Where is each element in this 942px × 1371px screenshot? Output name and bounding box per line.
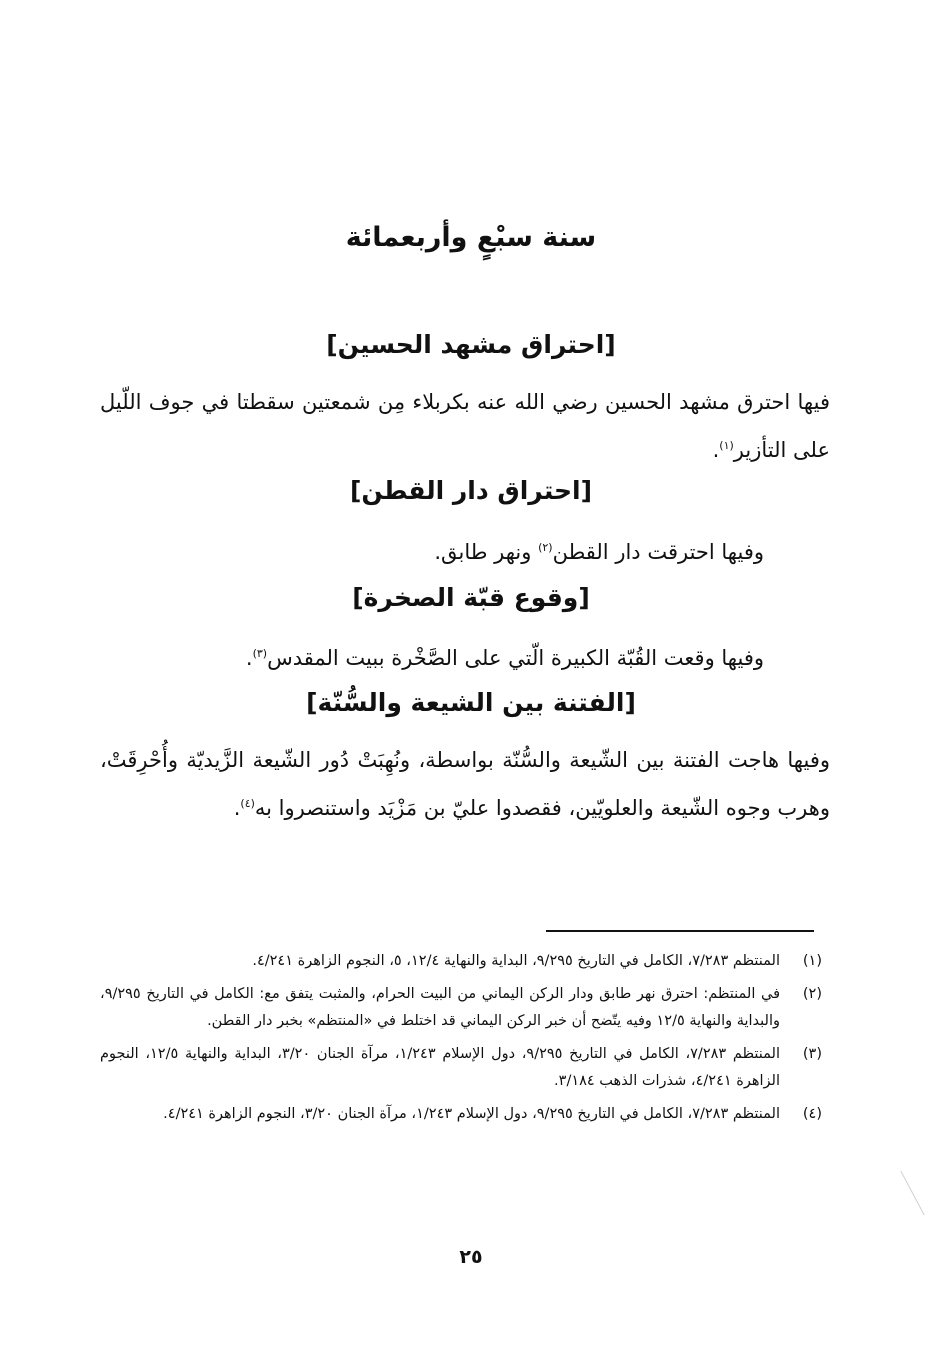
footnote-number: (١) [802, 953, 822, 969]
page-number: ٢٥ [459, 1246, 483, 1268]
paragraph-text: فيها احترق مشهد الحسين رضي الله عنه بكربلاء مِن شمعتين سقطتا في جوف اللّيل على التأزير [100, 390, 830, 462]
footnotes [100, 948, 822, 1134]
paragraph-text: وفيها احترقت دار القطن [552, 540, 764, 564]
section-heading: [احتراق دار القطن] [349, 476, 593, 505]
section-heading: [وقوع قبّة الصخرة] [352, 583, 590, 612]
footnote-divider [546, 930, 814, 932]
footnote [100, 1101, 822, 1128]
paragraph-text: وفيها هاجت الفتنة بين الشّيعة والسُّنّة بواسطة، ونُهِبَتْ دُور الشّيعة الزَّيديّة وأُحْرِقَتْ، وهرب وجوه الشّيعة والعلويّين، فقصدوا عليّ بن مَزْيَد واستنصروا به [100, 748, 830, 820]
footnote-number: (٤) [802, 1106, 822, 1122]
footnote-number: (٣) [802, 1046, 822, 1062]
footnote-ref[interactable]: (٤) [240, 797, 255, 810]
footnote [100, 1041, 822, 1095]
footnote [100, 948, 822, 975]
scan-artifact [900, 1171, 924, 1216]
paragraph-end: . [712, 438, 720, 462]
chapter-title: سنة سبْعٍ وأربعمائة [345, 222, 597, 253]
footnote-text: المنتظم ٧/٢٨٣، الكامل في التاريخ ٩/٢٩٥، البداية والنهاية ١٢/٤، ٥، النجوم الزاهرة ٤/٢٤١. [252, 953, 780, 969]
section-paragraph [100, 738, 830, 830]
section-heading: [احتراق مشهد الحسين] [326, 330, 616, 359]
section-paragraph [124, 632, 764, 680]
paragraph-end: . [245, 646, 253, 670]
footnote-text: المنتظم ٧/٢٨٣، الكامل في التاريخ ٩/٢٩٥، دول الإسلام ١/٢٤٣، مرآة الجنان ٣/٢٠، البداية والنهاية ١٢/٥، النجوم الزاهرة ٤/٢٤١، شذرات الذهب ٣/١٨٤. [100, 1046, 780, 1089]
section-paragraph [124, 526, 764, 574]
paragraph-text: ونهر طابق. [434, 540, 539, 564]
footnote-ref[interactable]: (١) [719, 439, 734, 452]
paragraph-end: . [233, 796, 241, 820]
section-heading: [الفتنة بين الشيعة والسُّنّة] [306, 688, 636, 717]
footnote [100, 981, 822, 1035]
footnote-number: (٢) [802, 986, 822, 1002]
footnote-ref[interactable]: (٣) [252, 647, 268, 660]
footnote-text: المنتظم ٧/٢٨٣، الكامل في التاريخ ٩/٢٩٥، دول الإسلام ١/٢٤٣، مرآة الجنان ٣/٢٠، النجوم الزاهرة ٤/٢٤١. [163, 1106, 780, 1122]
paragraph-text: وفيها وقعت القُبّة الكبيرة الّتي على الصَّخْرة ببيت المقدس [267, 646, 764, 670]
footnote-ref[interactable]: (٢) [538, 541, 553, 554]
section-paragraph [100, 380, 830, 472]
footnote-text: في المنتظم: احترق نهر طابق ودار الركن اليماني من البيت الحرام، والمثبت يتفق مع: الكامل في التاريخ ٩/٢٩٥، والبداية والنهاية ١٢/٥ وفيه يتّضح أن خبر الركن اليماني قد اختلط في «المنتظم» بخبر دار القطن. [100, 986, 780, 1029]
